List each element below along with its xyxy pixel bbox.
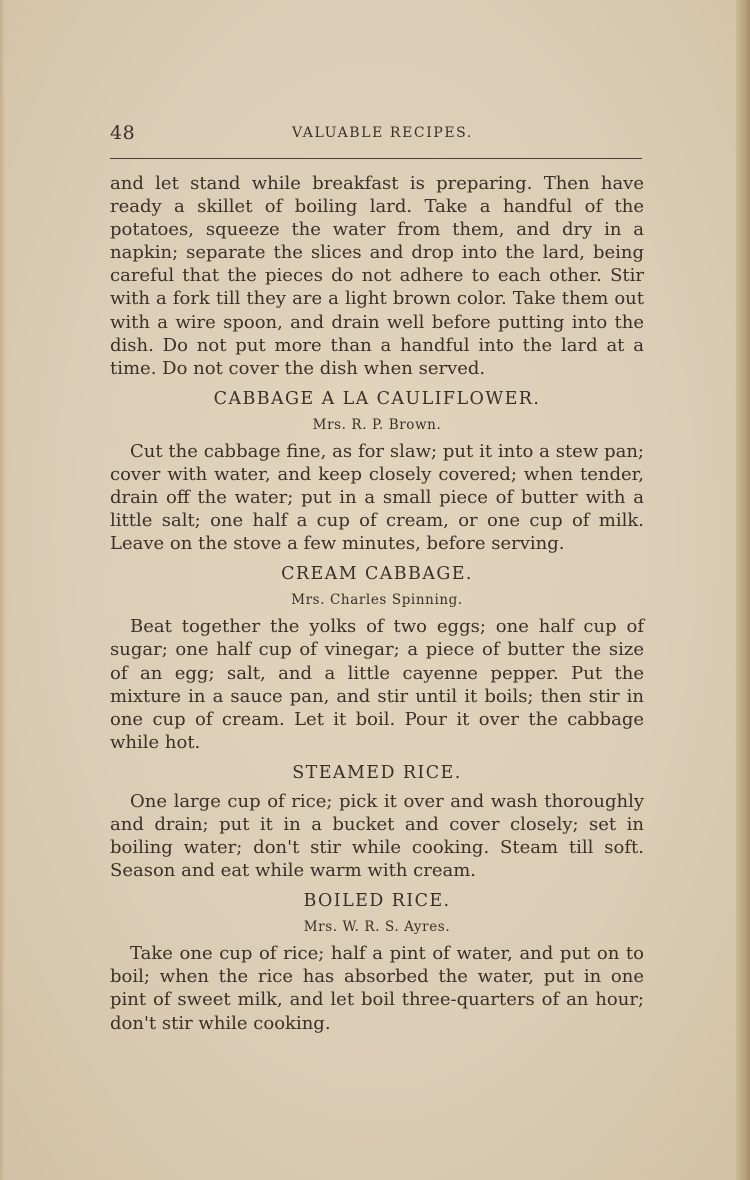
continued-paragraph: and let stand while breakfast is preparing. Then have ready a skillet of boiling lard. Take a handful of the potatoes, squeeze the water from them, and dry in a napkin; separate the slices and drop into the lard, being careful that the pieces do not adhere to each other. Stir with a fork till they are a light brown color. Take them out with a wire spoon, and drain well before putting into the dish. Do not put more than a handful into the lard at a time. Do not cover the dish when served. — [110, 173, 644, 379]
recipe-author: Mrs. W. R. S. Ayres. — [303, 919, 451, 936]
recipe-title: CREAM CABBAGE. — [281, 564, 473, 585]
recipe-title: CABBAGE A LA CAULIFLOWER. — [213, 388, 541, 409]
recipe-paragraph: Cut the cabbage fine, as for slaw; put it into a stew pan; cover with water, and keep closely covered; when tender, drain off the water; put in a small piece of butter with a little salt; one half a cup of cream, or one cup of milk. Leave on the stove a few minutes, before serving. — [110, 440, 644, 555]
recipe-title: BOILED RICE. — [303, 891, 451, 912]
recipe-text — [110, 172, 644, 1035]
page-right-edge — [736, 0, 750, 1180]
header-rule — [110, 158, 642, 159]
page-header — [110, 122, 642, 148]
recipe-paragraph: Beat together the yolks of two eggs; one half cup of sugar; one half cup of vinegar; a piece of butter the size of an egg; salt, and a little cayenne pepper. Put the mixture in a sauce pan, and stir until it boils; then stir in one cup of cream. Let it boil. Pour it over the cabbage while hot. — [110, 616, 644, 753]
page-number: 48 — [110, 122, 136, 144]
page-left-edge — [0, 0, 6, 1180]
recipe-author: Mrs. R. P. Brown. — [312, 416, 442, 433]
recipe-title: STEAMED RICE. — [292, 762, 462, 783]
recipe-paragraph: Take one cup of rice; half a pint of water, and put on to boil; when the rice has absorbed the water, put in one pint of sweet milk, and let boil three-quarters of an hour; don't stir while cooking. — [110, 943, 644, 1034]
recipe-author: Mrs. Charles Spinning. — [291, 592, 463, 609]
running-head: VALUABLE RECIPES. — [292, 125, 473, 141]
recipe-paragraph: One large cup of rice; pick it over and wash thoroughly and drain; put it in a bucket and cover closely; set in boiling water; don't stir while cooking. Steam till soft. Season and eat while warm with cream. — [110, 790, 644, 882]
